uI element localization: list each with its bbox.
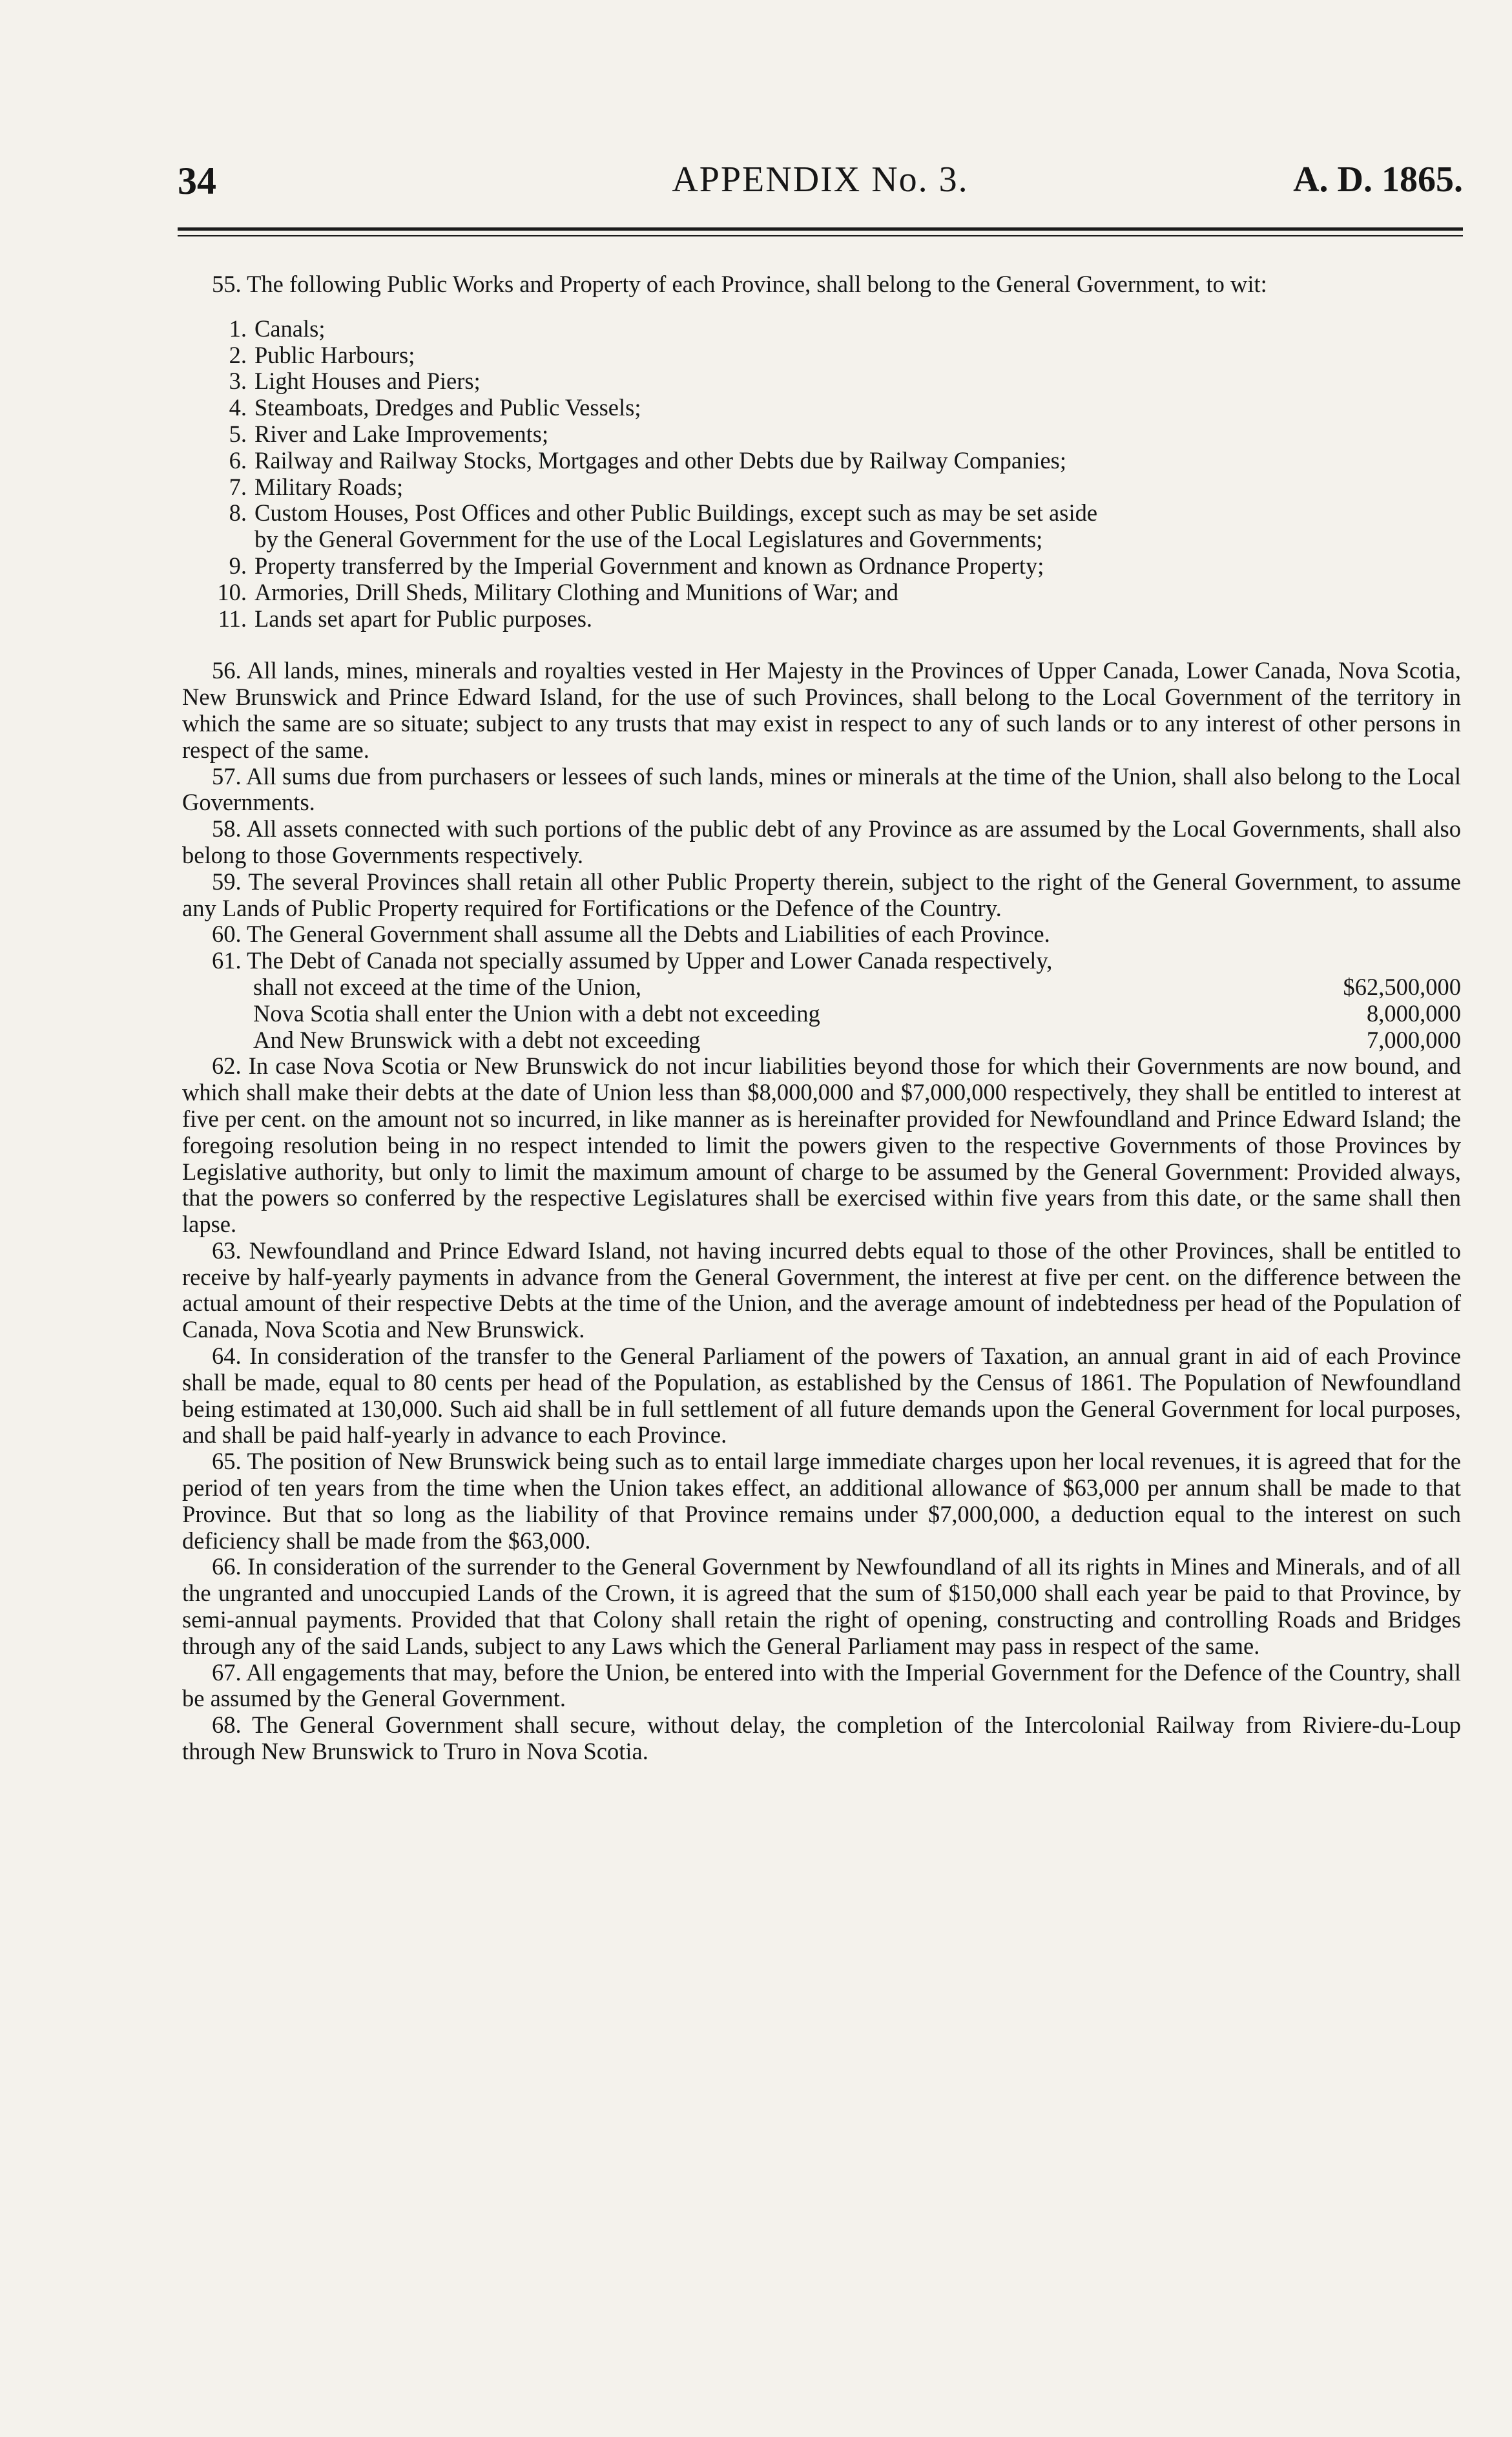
item-text: Military Roads; bbox=[254, 473, 404, 500]
paragraph-64: 64. In consideration of the transfer to the General Parliament of the powers of Taxation, an annual grant in aid of each Province shall be made, equal to 80 cents per head of the Population, as established by the Census of 1861. The Population of Newfoundland being estimated at 130,000. Such aid shall be in full settlement of all future demands upon the General Government for local purposes, and shall be paid half-yearly in advance to each Province. bbox=[182, 1343, 1461, 1449]
debt-table bbox=[182, 974, 1461, 1053]
list-item bbox=[182, 395, 1461, 421]
paragraph-58: 58. All assets connected with such portions of the public debt of any Province as are assumed by the Local Governments, shall also belong to those Governments respectively. bbox=[182, 815, 1461, 868]
item-number: 5. bbox=[229, 420, 247, 447]
item-text: Armories, Drill Sheds, Military Clothing and Munitions of War; and bbox=[254, 578, 899, 605]
list-item bbox=[182, 474, 1461, 501]
item-number: 2. bbox=[229, 341, 247, 368]
list-item-continuation bbox=[182, 527, 1461, 553]
paragraph-56: 56. All lands, mines, minerals and royalties vested in Her Majesty in the Provinces of Upper Canada, Lower Canada, Nova Scotia, New Brunswick and Prince Edward Island, for the use of such Provinces, shall belong to the Local Government of the territory in which the same are so situate; subject to any trusts that may exist in respect to any of such lands or to any interest of other persons in respect of the same. bbox=[182, 657, 1461, 763]
item-number: 1. bbox=[229, 315, 247, 342]
paragraph-68: 68. The General Government shall secure, without delay, the completion of the Intercolonial Railway from Riviere-du-Loup through New Brunswick to Truro in Nova Scotia. bbox=[182, 1711, 1461, 1765]
debt-row bbox=[182, 1027, 1461, 1054]
item-number: 4. bbox=[229, 394, 247, 421]
item-text: Railway and Railway Stocks, Mortgages and other Debts due by Railway Companies; bbox=[254, 446, 1066, 474]
item-number: 7. bbox=[229, 473, 247, 500]
paragraph-66: 66. In consideration of the surrender to the General Government by Newfoundland of all its rights in Mines and Minerals, and of all the ungranted and unoccupied Lands of the Crown, it is agreed that the sum of $150,000 shall each year be paid to that Province, by semi-annual payments. Provided that that Colony shall retain the right of opening, constructing and controlling Roads and Bridges through any of the said Lands, subject to any Laws which the General Parliament may pass in respect of the same. bbox=[182, 1553, 1461, 1659]
item-text: Custom Houses, Post Offices and other Public Buildings, except such as may be set aside bbox=[254, 499, 1098, 527]
paragraph-61: 61. The Debt of Canada not specially assumed by Upper and Lower Canada respectively, bbox=[212, 947, 1053, 974]
item-text: Canals; bbox=[254, 315, 326, 342]
debt-row bbox=[182, 1001, 1461, 1027]
list-item bbox=[182, 606, 1461, 633]
paragraph-55: 55. The following Public Works and Property of each Province, shall belong to the General Government, to wit: bbox=[212, 271, 1267, 297]
list-item bbox=[182, 368, 1461, 395]
paragraph-60: 60. The General Government shall assume all the Debts and Liabilities of each Province. bbox=[212, 921, 1050, 948]
item-number: 11. bbox=[218, 605, 247, 632]
debt-amount: $62,500,000 bbox=[1343, 973, 1461, 1000]
list-item bbox=[182, 421, 1461, 448]
paragraph-62: 62. In case Nova Scotia or New Brunswick do not incur liabilities beyond those for which their Governments are now bound, and which shall make their debts at the date of Union less than $8,000,000 and $7,000,000 respectively, they shall be entitled to interest at five per cent. on the amount not so incurred, in like manner as is hereinafter provided for Newfoundland and Prince Edward Island; the foregoing resolution being in no respect intended to limit the powers given to the respective Governments of those Provinces by Legislative authority, but only to limit the maximum amount of charge to be assumed by the General Government: Provided always, that the powers so conferred by the respective Legislatures shall be exercised within five years from this date, or the same shall then lapse. bbox=[182, 1052, 1461, 1238]
item-number: 9. bbox=[229, 552, 247, 579]
item-number: 10. bbox=[217, 578, 247, 605]
list-item bbox=[182, 342, 1461, 369]
list-item bbox=[182, 553, 1461, 580]
debt-label: shall not exceed at the time of the Union, bbox=[253, 973, 642, 1000]
item-number: 3. bbox=[229, 368, 247, 395]
paragraph-59: 59. The several Provinces shall retain all other Public Property therein, subject to the right of the General Government, to assume any Lands of Public Property required for Fortifications or the Defence of the Country. bbox=[182, 868, 1461, 921]
item-text: Steamboats, Dredges and Public Vessels; bbox=[254, 394, 641, 421]
header-rule-thick bbox=[178, 227, 1463, 231]
item-number: 8. bbox=[229, 499, 247, 527]
public-works-list bbox=[182, 316, 1461, 633]
item-text: by the General Government for the use of the Local Legislatures and Governments; bbox=[254, 526, 1043, 553]
debt-amount: 7,000,000 bbox=[1367, 1026, 1461, 1053]
list-item bbox=[182, 316, 1461, 342]
item-number: 6. bbox=[229, 446, 247, 474]
list-item bbox=[182, 580, 1461, 606]
running-header bbox=[178, 154, 1463, 202]
appendix-title: APPENDIX No. 3. bbox=[672, 160, 969, 200]
paragraph-67: 67. All engagements that may, before the Union, be entered into with the Imperial Government for the Defence of the Country, shall be assumed by the General Government. bbox=[182, 1658, 1461, 1712]
debt-row bbox=[182, 974, 1461, 1001]
debt-label: And New Brunswick with a debt not exceeding bbox=[253, 1026, 701, 1053]
item-text: Public Harbours; bbox=[254, 341, 415, 368]
item-text: River and Lake Improvements; bbox=[254, 420, 549, 447]
item-text: Light Houses and Piers; bbox=[254, 368, 481, 395]
list-item bbox=[182, 500, 1461, 527]
header-rule-thin bbox=[178, 235, 1463, 236]
debt-amount: 8,000,000 bbox=[1367, 999, 1461, 1027]
item-text: Property transferred by the Imperial Government and known as Ordnance Property; bbox=[254, 552, 1044, 579]
debt-label: Nova Scotia shall enter the Union with a debt not exceeding bbox=[253, 999, 820, 1027]
item-text: Lands set apart for Public purposes. bbox=[254, 605, 593, 632]
page-number: 34 bbox=[178, 160, 216, 202]
list-item bbox=[182, 448, 1461, 474]
page-date: A. D. 1865. bbox=[1293, 160, 1463, 200]
paragraph-57: 57. All sums due from purchasers or lessees of such lands, mines or minerals at the time of the Union, shall also belong to the Local Governments. bbox=[182, 762, 1461, 816]
paragraph-63: 63. Newfoundland and Prince Edward Island, not having incurred debts equal to those of the other Provinces, shall be entitled to receive by half-yearly payments in advance from the General Government, the interest at five per cent. on the difference between the actual amount of their respective Debts at the time of the Union, and the average amount of indebtedness per head of the Population of Canada, Nova Scotia and New Brunswick. bbox=[182, 1237, 1461, 1343]
paragraph-65: 65. The position of New Brunswick being such as to entail large immediate charges upon her local revenues, it is agreed that for the period of ten years from the time when the Union takes effect, an additional allowance of $63,000 per annum shall be made to that Province. But that so long as the liability of that Province remains under $7,000,000, a deduction equal to the interest on such deficiency shall be made from the $63,000. bbox=[182, 1448, 1461, 1554]
document-body bbox=[182, 271, 1461, 1765]
